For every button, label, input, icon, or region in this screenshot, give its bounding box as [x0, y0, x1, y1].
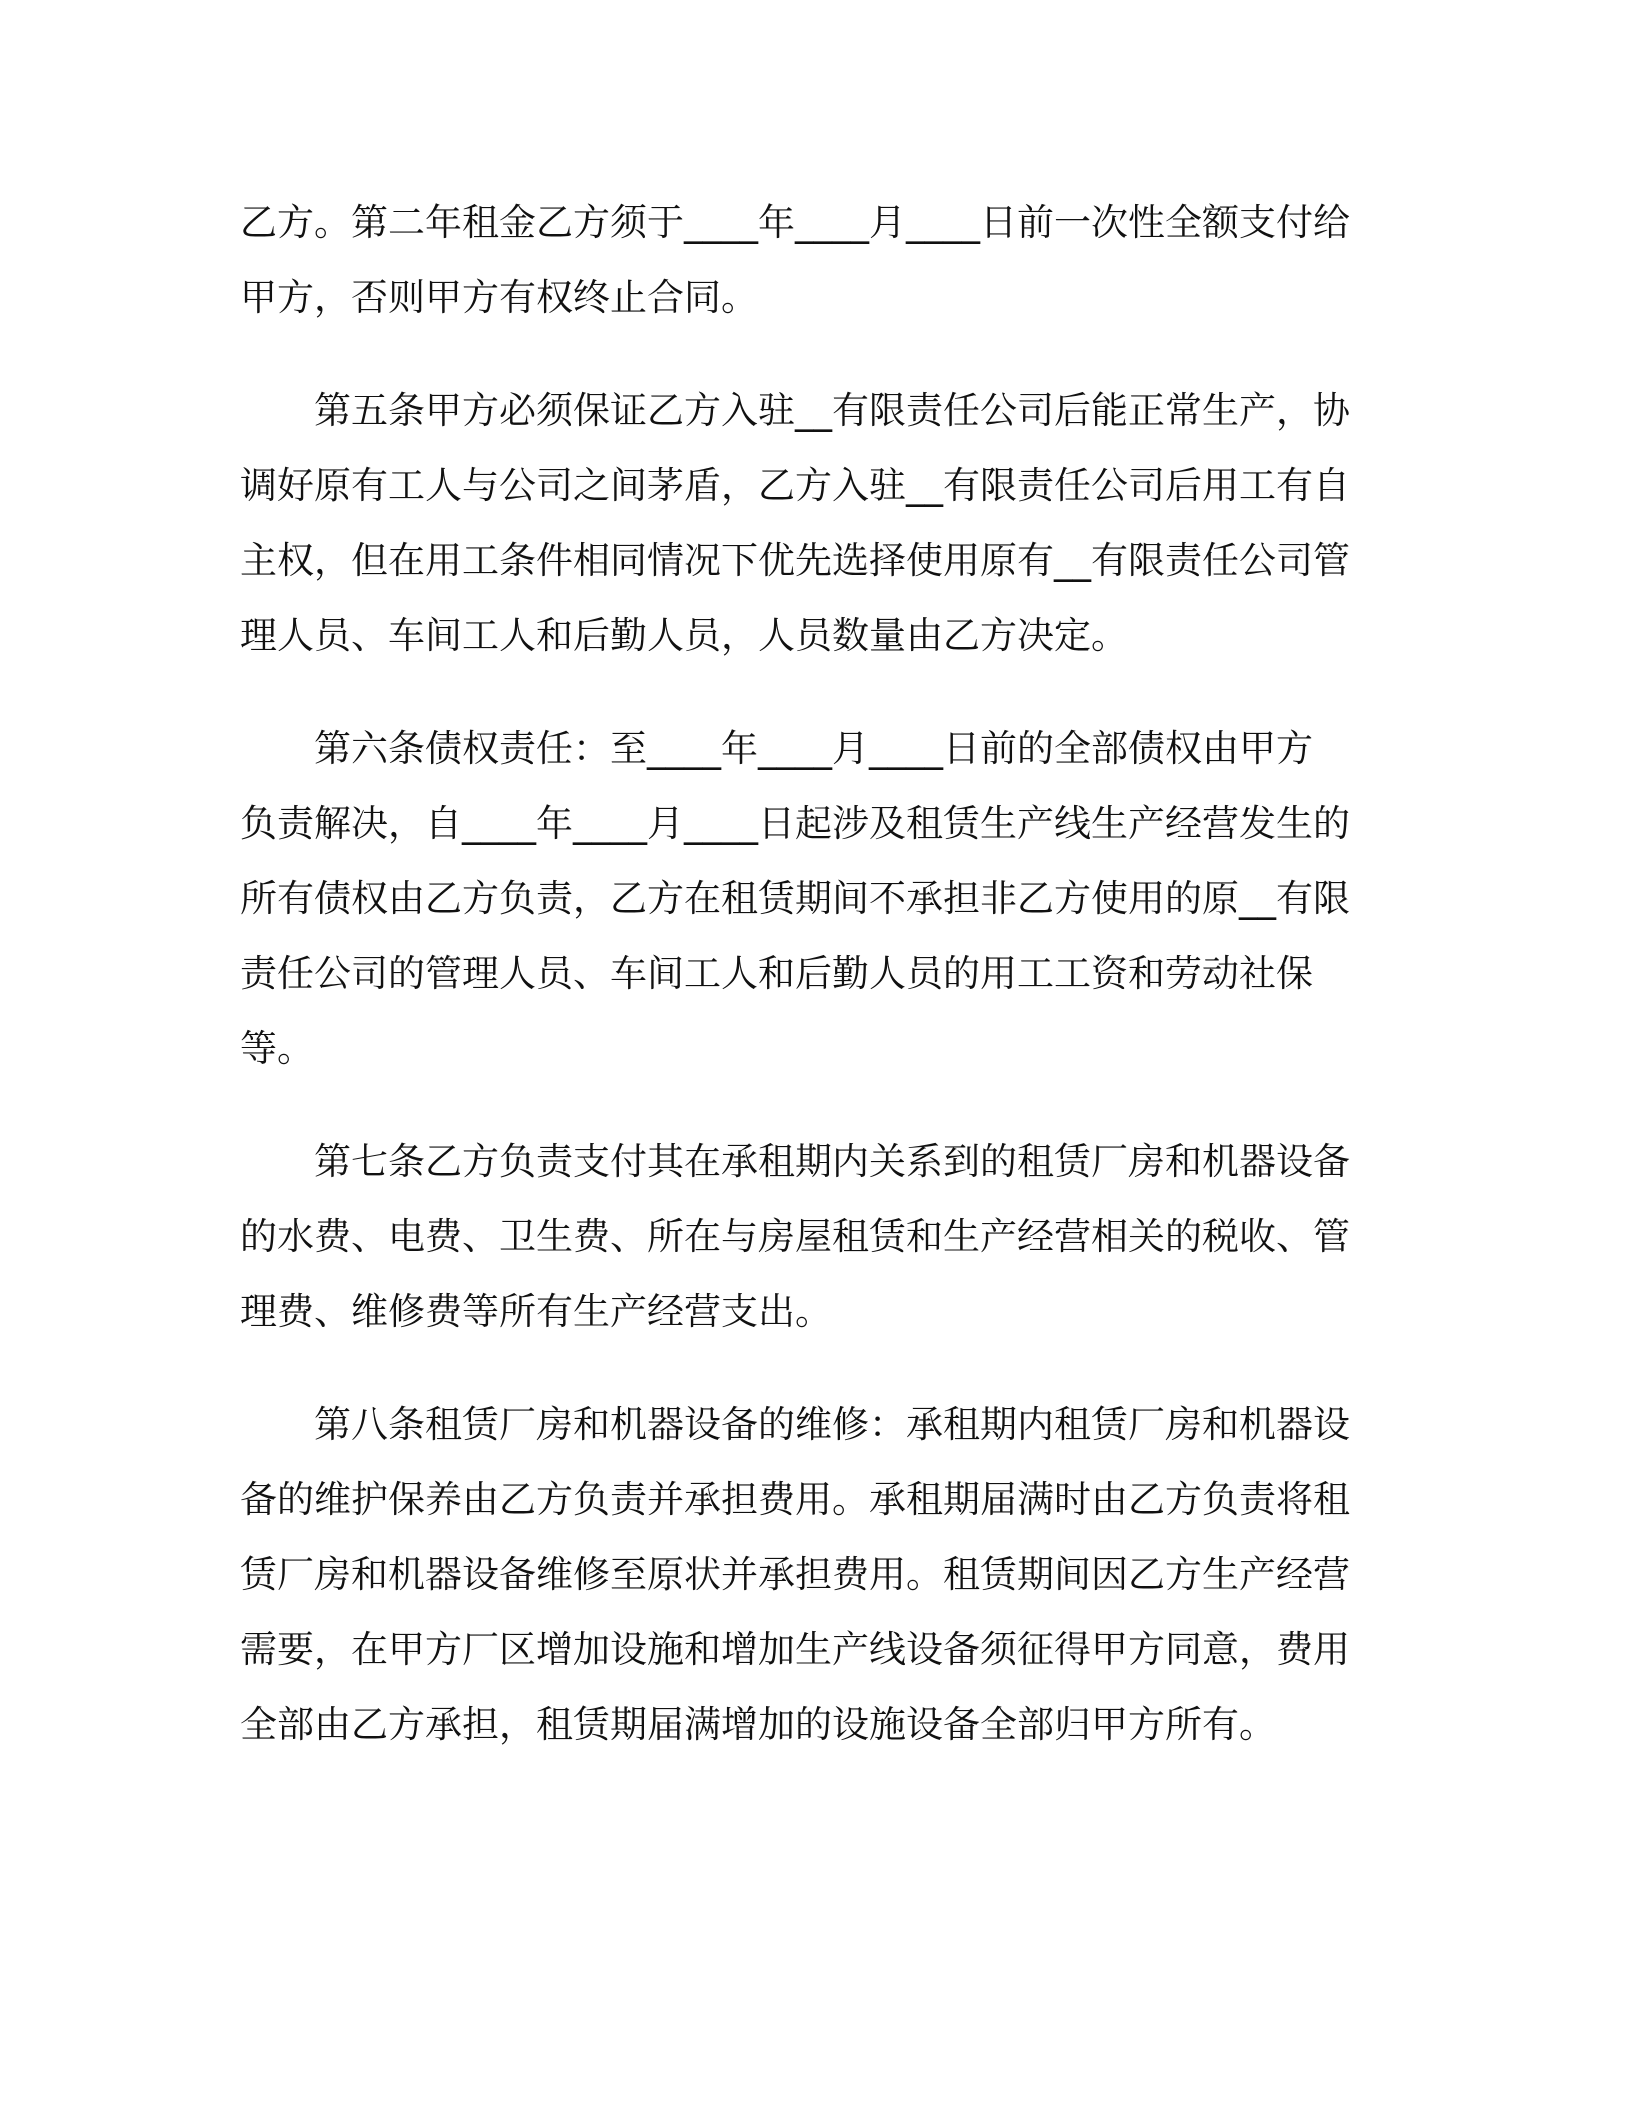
document-body — [240, 185, 1385, 1762]
paragraph-rent-payment: 乙方。第二年租金乙方须于____年____月____日前一次性全额支付给 甲方，否则甲方有权终止合同。 — [240, 201, 1350, 319]
paragraph-article-5: 第五条甲方必须保证乙方入驻__有限责任公司后能正常生产，协 调好原有工人与公司之间茅盾，乙方入驻__有限责任公司后用工有自 主权，但在用工条件相同情况下优先选择使用原有__有限责任公司管 理人员、车间工人和后勤人员，人员数量由乙方决定。 — [240, 389, 1350, 657]
paragraph-article-7: 第七条乙方负责支付其在承租期内关系到的租赁厂房和机器设备 的水费、电费、卫生费、所在与房屋租赁和生产经营相关的税收、管 理费、维修费等所有生产经营支出。 — [240, 1140, 1350, 1333]
paragraph-article-8: 第八条租赁厂房和机器设备的维修：承租期内租赁厂房和机器设 备的维护保养由乙方负责并承担费用。承租期届满时由乙方负责将租 赁厂房和机器设备维修至原状并承担费用。租赁期间因乙方生产经营 需要，在甲方厂区增加设施和增加生产线设备须征得甲方同意，费用 全部由乙方承担，租赁期届满增加的设施设备全部归甲方所有。 — [240, 1403, 1350, 1746]
paragraph-article-6: 第六条债权责任：至____年____月____日前的全部债权由甲方 负责解决，自____年____月____日起涉及租赁生产线生产经营发生的 所有债权由乙方负责，乙方在租赁期间不承担非乙方使用的原__有限 责任公司的管理人员、车间工人和后勤人员的用工工资和劳动社保等。 — [240, 727, 1350, 1070]
